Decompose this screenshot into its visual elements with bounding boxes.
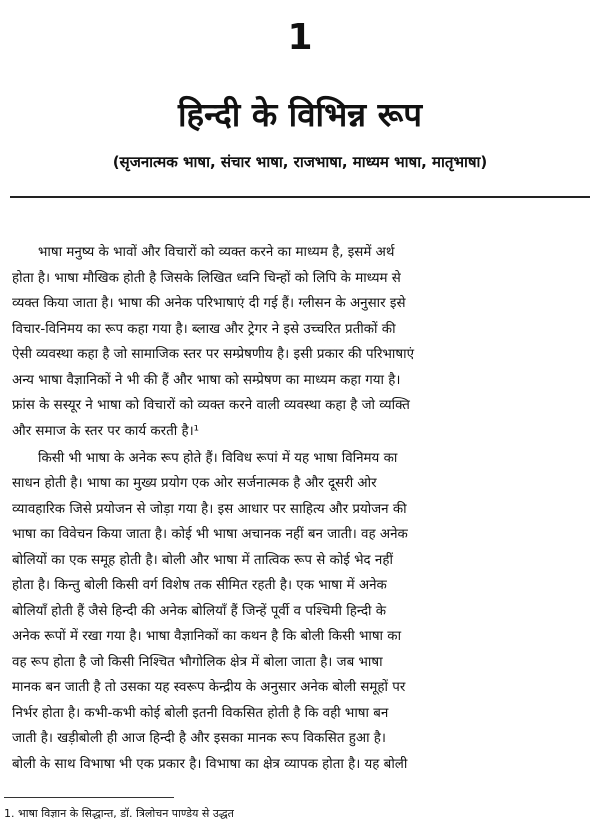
text-line: भाषा मनुष्य के भावों और विचारों को व्यक्त करने का माध्यम है, इसमें अर्थ [38, 245, 395, 260]
text-line: अन्य भाषा वैज्ञानिकों ने भी की हैं और भाषा को सम्प्रेषण का माध्यम कहा गया है। [12, 372, 401, 388]
paragraph [12, 446, 590, 778]
title-divider [10, 196, 590, 198]
text-line: होता है। किन्तु बोली किसी वर्ग विशेष तक सीमित रहती है। एक भाषा में अनेक [12, 578, 387, 593]
text-line: साधन होती है। भाषा का मुख्य प्रयोग एक ओर सर्जनात्मक है और दूसरी ओर [12, 476, 377, 491]
text-line: ऐसी व्यवस्था कहा है जो सामाजिक स्तर पर सम्प्रेषणीय है। इसी प्रकार की परिभाषाएं [12, 347, 415, 362]
text-line: जाती है। खड़ीबोली ही आज हिन्दी है और इसका मानक रूप विकसित हुआ है। [12, 731, 386, 746]
paragraph [12, 240, 590, 444]
text-line: होता है। भाषा मौखिक होती है जिसके लिखित ध्वनि चिन्हों को लिपि के माध्यम से [12, 270, 401, 286]
text-line: अनेक रूपों में रखा गया है। भाषा वैज्ञानिकों का कथन है कि बोली किसी भाषा का [12, 629, 402, 644]
chapter-number: 1 [287, 17, 313, 58]
chapter-subtitle: (सृजनात्मक भाषा, संचार भाषा, राजभाषा, माध्यम भाषा, मातृभाषा) [112, 153, 488, 171]
text-line: और समाज के स्तर पर कार्य करती है।¹ [12, 423, 200, 439]
text-line: भाषा का विवेचन किया जाता है। कोई भी भाषा अचानक नहीं बन जाती। वह अनेक [12, 527, 408, 542]
text-line: किसी भी भाषा के अनेक रूप होते हैं। विविध रूपां में यह भाषा विनिमय का [38, 450, 398, 466]
text-line: फ्रांस के सस्यूर ने भाषा को विचारों को व्यक्त करने वाली व्यवस्था कहा है जो व्यक्ति [12, 398, 410, 413]
text-line: बोलियों का एक समूह होती है। बोली और भाषा में तात्विक रूप से कोई भेद नहीं [12, 552, 393, 568]
text-line: निर्भर होता है। कभी-कभी कोई बोली इतनी विकसित होती है कि वही भाषा बन [12, 705, 389, 721]
text-line: व्यावहारिक जिसे प्रयोजन से जोड़ा गया है। इस आधार पर साहित्य और प्रयोजन की [12, 501, 407, 517]
text-line: बोली के साथ विभाषा भी एक प्रकार है। विभाषा का क्षेत्र व्यापक होता है। यह बोली [12, 756, 408, 772]
text-line: बोलियाँ होती हैं जैसे हिन्दी की अनेक बोलियाँ हैं जिन्हें पूर्वी व पश्चिमी हिन्दी के [12, 603, 387, 619]
text-line: व्यक्त किया जाता है। भाषा की अनेक परिभाषाएं दी गई हैं। ग्लीसन के अनुसार इसे [12, 296, 406, 311]
footnote-divider [4, 797, 174, 798]
footnote: 1. भाषा विज्ञान के सिद्धान्त, डॉ. त्रिलोचन पाण्डेय से उद्धत [4, 807, 234, 820]
chapter-title: हिन्दी के विभिन्न रूप [178, 95, 422, 134]
text-line: मानक बन जाती है तो उसका यह स्वरूप केन्द्रीय के अनुसार अनेक बोली समूहों पर [12, 680, 406, 695]
text-line: विचार-विनिमय का रूप कहा गया है। ब्लाख और ट्रेगर ने इसे उच्चरित प्रतीकों की [12, 321, 396, 337]
text-line: वह रूप होता है जो किसी निश्चित भौगोलिक क्षेत्र में बोला जाता है। जब भाषा [12, 654, 383, 670]
body-text [12, 240, 590, 777]
